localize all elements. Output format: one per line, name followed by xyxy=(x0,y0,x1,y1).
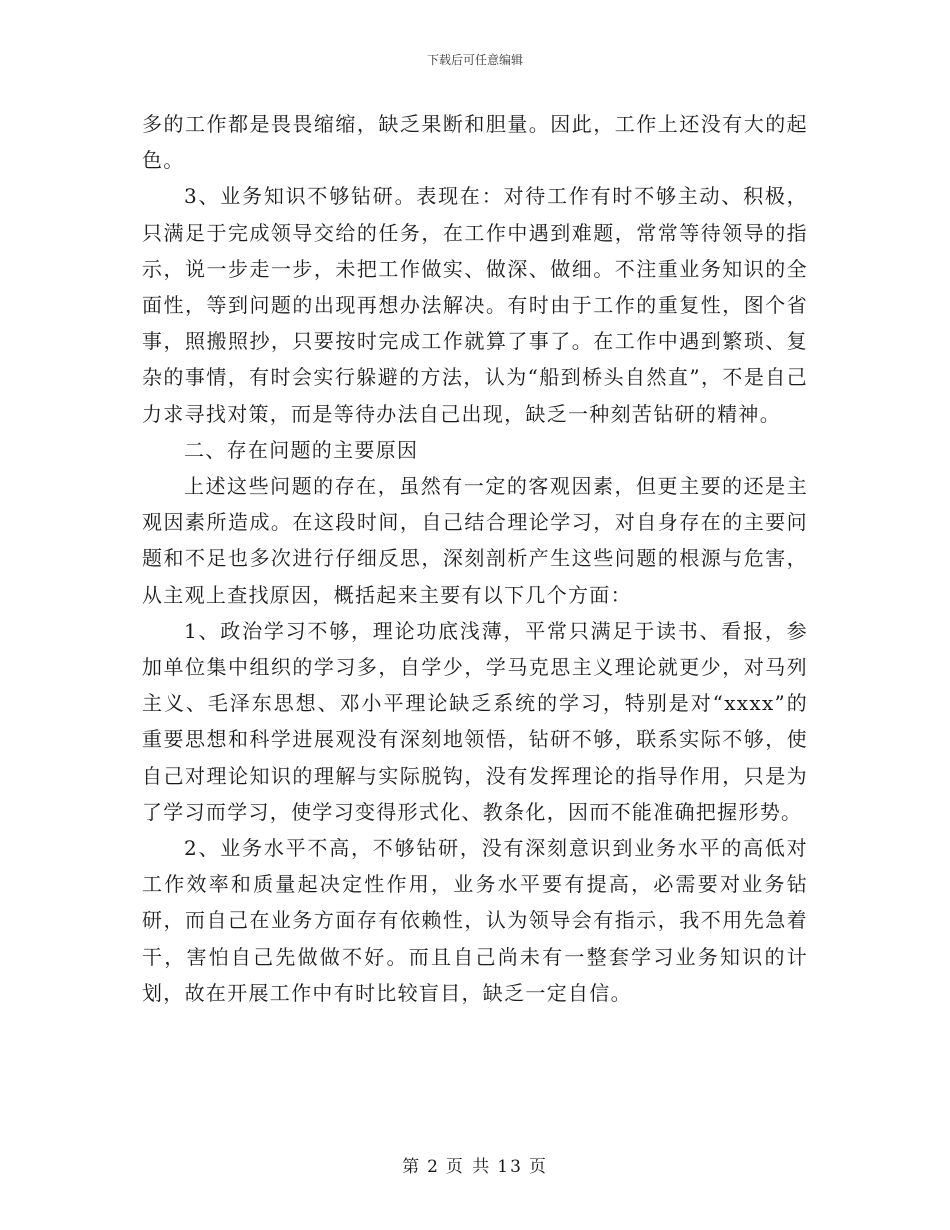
document-body xyxy=(142,106,808,1011)
body-paragraph: 3、业务知识不够钻研。表现在：对待工作有时不够主动、积极，只满足于完成领导交给的任务，在工作中遇到难题，常常等待领导的指示，说一步走一步，未把工作做实、做深、做细。不注重业务知识的全面性，等到问题的出现再想办法解决。有时由于工作的重复性，图个省事，照搬照抄，只要按时完成工作就算了事了。在工作中遇到繁琐、复杂的事情，有时会实行躲避的方法，认为“船到桥头自然直”，不是自己力求寻找对策，而是等待办法自己出现，缺乏一种刻苦钻研的精神。 xyxy=(142,184,808,426)
section-heading: 二、存在问题的主要原因 xyxy=(184,437,419,462)
footer-total-pages: 13 xyxy=(497,1157,523,1177)
footer-suffix: 页 xyxy=(528,1157,548,1177)
footer-middle: 页 共 xyxy=(445,1157,492,1177)
body-paragraph: 2、业务水平不高，不够钻研，没有深刻意识到业务水平的高低对工作效率和质量起决定性作用，业务水平要有提高，必需要对业务钻研，而自己在业务方面存有依赖性，认为领导会有指示，我不用先急着干，害怕自己先做做不好。而且自己尚未有一整套学习业务知识的计划，故在开展工作中有时比较盲目，缺乏一定自信。 xyxy=(142,836,808,1005)
body-paragraph: 上述这些问题的存在，虽然有一定的客观因素，但更主要的还是主观因素所造成。在这段时间，自己结合理论学习，对自身存在的主要问题和不足也多次进行仔细反思，深刻剖析产生这些问题的根源与危害，从主观上查找原因，概括起来主要有以下几个方面： xyxy=(142,474,808,607)
page-footer xyxy=(0,1156,950,1178)
footer-prefix: 第 xyxy=(402,1157,422,1177)
footer-page-number: 2 xyxy=(427,1157,440,1177)
page-header-note: 下载后可任意编辑 xyxy=(426,53,523,67)
body-paragraph: 1、政治学习不够，理论功底浅薄，平常只满足于读书、看报，参加单位集中组织的学习多，自学少，学马克思主义理论就更少，对马列主义、毛泽东思想、邓小平理论缺乏系统的学习，特别是对“xxxx”的重要思想和科学进展观没有深刻地领悟，钻研不够，联系实际不够，使自己对理论知识的理解与实际脱钩，没有发挥理论的指导作用，只是为了学习而学习，使学习变得形式化、教条化，因而不能准确把握形势。 xyxy=(142,618,808,824)
body-paragraph: 多的工作都是畏畏缩缩，缺乏果断和胆量。因此，工作上还没有大的起色。 xyxy=(142,112,808,173)
